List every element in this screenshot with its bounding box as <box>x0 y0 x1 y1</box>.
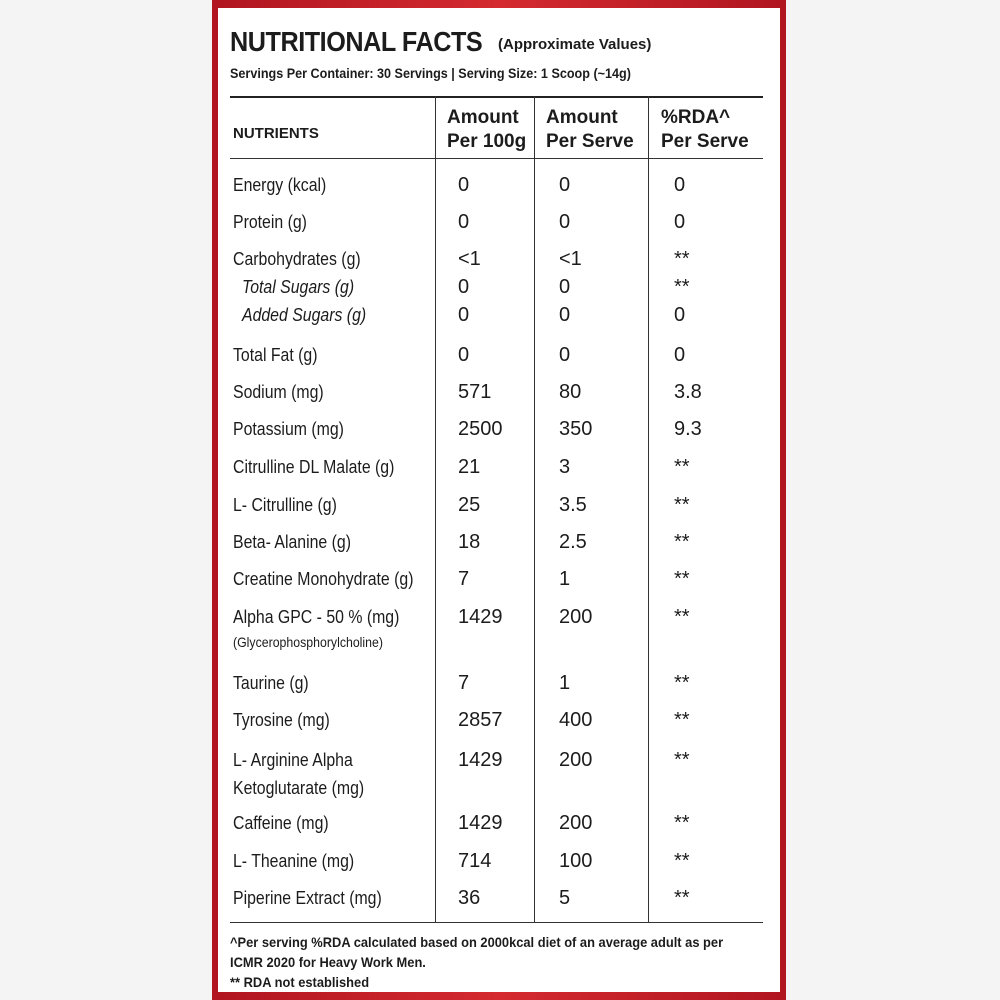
header-per100-line2: Per 100g <box>447 131 527 152</box>
label-title: NUTRITIONAL FACTS <box>230 26 483 57</box>
table-row <box>218 527 780 557</box>
nutrient-name <box>233 564 413 594</box>
amount-per-100g: 7 <box>458 568 470 590</box>
rda-per-serve: 0 <box>674 211 686 233</box>
table-row <box>218 808 780 838</box>
table-row <box>218 170 780 200</box>
footnote-rda-not-established: ** RDA not established <box>230 974 370 990</box>
amount-per-serve: 0 <box>559 344 571 366</box>
nutrient-name <box>233 377 324 407</box>
table-row <box>218 340 780 370</box>
nutrient-name-text: Total Fat (g) <box>233 345 318 365</box>
amount-per-serve: 100 <box>559 850 593 872</box>
amount-per-serve: 0 <box>559 174 571 196</box>
nutrient-name-text: Citrulline DL Malate (g) <box>233 457 395 477</box>
amount-per-100g: 7 <box>458 672 470 694</box>
footnote-rda-basis: ^Per serving %RDA calculated based on 2000kcal diet of an average adult as per ICMR 2020 for Heavy Work Men. <box>230 934 724 970</box>
nutrient-name-text: Added Sugars (g) <box>242 305 367 325</box>
nutrition-label <box>218 8 780 992</box>
rda-per-serve: ** <box>674 568 690 590</box>
title-block <box>230 26 652 58</box>
nutrient-name-text: Potassium (mg) <box>233 419 344 439</box>
header-top-rule <box>230 96 763 98</box>
nutrient-name-text: Taurine (g) <box>233 673 309 693</box>
nutrient-name-text: Carbohydrates (g) <box>233 249 361 269</box>
rda-per-serve: ** <box>674 276 690 298</box>
amount-per-100g: 0 <box>458 304 470 326</box>
nutrient-name <box>233 668 309 698</box>
table-row <box>218 745 780 798</box>
table-row <box>218 668 780 698</box>
rda-per-serve: 0 <box>674 304 686 326</box>
rda-per-serve: 3.8 <box>674 381 702 403</box>
table-row <box>218 452 780 482</box>
nutrient-name <box>233 745 364 801</box>
nutrient-name <box>242 272 354 302</box>
rda-per-serve: ** <box>674 248 690 270</box>
table-row <box>218 564 780 594</box>
rda-per-serve: ** <box>674 456 690 478</box>
rda-per-serve: ** <box>674 749 690 771</box>
nutrient-name <box>233 602 399 652</box>
rda-per-serve: ** <box>674 672 690 694</box>
table-row <box>218 846 780 876</box>
nutrient-name-text: Energy (kcal) <box>233 175 327 195</box>
amount-per-serve: 80 <box>559 381 582 403</box>
amount-per-100g: 36 <box>458 887 481 909</box>
table-row <box>218 244 780 274</box>
rda-per-serve: ** <box>674 531 690 553</box>
rda-per-serve: ** <box>674 494 690 516</box>
amount-per-100g: 0 <box>458 276 470 298</box>
amount-per-100g: 714 <box>458 850 492 872</box>
amount-per-serve: 200 <box>559 749 593 771</box>
header-per100-line1: Amount <box>447 107 519 128</box>
nutrient-name-text: Sodium (mg) <box>233 382 324 402</box>
amount-per-100g: 0 <box>458 174 470 196</box>
table-row <box>218 414 780 444</box>
amount-per-serve: <1 <box>559 248 582 270</box>
rda-per-serve: 0 <box>674 344 686 366</box>
rda-per-serve: 0 <box>674 174 686 196</box>
amount-per-100g: 2857 <box>458 709 503 731</box>
nutrient-name-note: Ketoglutarate (mg) <box>233 778 365 798</box>
amount-per-serve: 3.5 <box>559 494 587 516</box>
amount-per-serve: 1 <box>559 672 571 694</box>
amount-per-serve: 0 <box>559 211 571 233</box>
amount-per-100g: 18 <box>458 531 481 553</box>
nutrient-name-text: Beta- Alanine (g) <box>233 532 351 552</box>
amount-per-serve: 1 <box>559 568 571 590</box>
nutrient-name-note: (Glycerophosphorylcholine) <box>233 634 383 650</box>
label-subtitle: (Approximate Values) <box>498 36 652 53</box>
amount-per-100g: 2500 <box>458 418 503 440</box>
amount-per-serve: 0 <box>559 304 571 326</box>
amount-per-serve: 5 <box>559 887 571 909</box>
amount-per-serve: 0 <box>559 276 571 298</box>
nutrient-name <box>233 490 337 520</box>
nutrient-name <box>233 527 351 557</box>
table-row <box>218 300 780 330</box>
table-row <box>218 602 780 650</box>
table-row <box>218 883 780 913</box>
nutrient-name-text: L- Theanine (mg) <box>233 851 355 871</box>
rda-per-serve: ** <box>674 887 690 909</box>
table-row <box>218 490 780 520</box>
table-row <box>218 207 780 237</box>
table-bottom-rule <box>230 922 763 923</box>
nutrient-name-text: Caffeine (mg) <box>233 813 329 833</box>
amount-per-100g: 1429 <box>458 812 503 834</box>
nutrient-name-text: L- Arginine Alpha <box>233 750 353 770</box>
nutrient-name <box>233 883 382 913</box>
amount-per-100g: 21 <box>458 456 481 478</box>
amount-per-100g: 0 <box>458 211 470 233</box>
header-bottom-rule <box>230 158 763 159</box>
rda-per-serve: ** <box>674 606 690 628</box>
amount-per-100g: <1 <box>458 248 481 270</box>
amount-per-serve: 400 <box>559 709 593 731</box>
table-row <box>218 377 780 407</box>
nutrient-name-text: Alpha GPC - 50 % (mg) <box>233 607 400 627</box>
nutrient-name-text: Total Sugars (g) <box>242 277 355 297</box>
amount-per-100g: 571 <box>458 381 492 403</box>
servings-info: Servings Per Container: 30 Servings | Serving Size: 1 Scoop (~14g) <box>230 65 631 81</box>
nutrient-name-text: Piperine Extract (mg) <box>233 888 382 908</box>
header-rda-line1: %RDA^ <box>661 107 731 128</box>
amount-per-serve: 2.5 <box>559 531 587 553</box>
nutrient-name-text: L- Citrulline (g) <box>233 495 337 515</box>
nutrient-name <box>233 808 329 838</box>
amount-per-100g: 25 <box>458 494 481 516</box>
rda-per-serve: 9.3 <box>674 418 702 440</box>
amount-per-serve: 3 <box>559 456 571 478</box>
rda-per-serve: ** <box>674 709 690 731</box>
amount-per-100g: 0 <box>458 344 470 366</box>
amount-per-serve: 350 <box>559 418 593 440</box>
rda-per-serve: ** <box>674 812 690 834</box>
nutrient-name <box>233 244 361 274</box>
amount-per-100g: 1429 <box>458 606 503 628</box>
amount-per-serve: 200 <box>559 812 593 834</box>
nutrient-name <box>233 452 394 482</box>
nutrient-name <box>233 340 318 370</box>
amount-per-serve: 200 <box>559 606 593 628</box>
nutrient-name <box>233 846 354 876</box>
footnotes <box>230 932 727 992</box>
nutrient-name-text: Creatine Monohydrate (g) <box>233 569 414 589</box>
rda-per-serve: ** <box>674 850 690 872</box>
header-rda-line2: Per Serve <box>661 131 749 152</box>
nutrient-name-text: Tyrosine (mg) <box>233 710 330 730</box>
nutrient-name <box>233 414 344 444</box>
nutrient-name <box>242 300 366 330</box>
nutrient-name <box>233 170 326 200</box>
amount-per-100g: 1429 <box>458 749 503 771</box>
header-perserve-line1: Amount <box>546 107 618 128</box>
header-perserve-line2: Per Serve <box>546 131 634 152</box>
nutrient-name <box>233 705 330 735</box>
nutrient-name <box>233 207 307 237</box>
nutrient-name-text: Protein (g) <box>233 212 307 232</box>
table-row <box>218 272 780 302</box>
table-row <box>218 705 780 735</box>
header-nutrients: NUTRIENTS <box>233 125 319 142</box>
